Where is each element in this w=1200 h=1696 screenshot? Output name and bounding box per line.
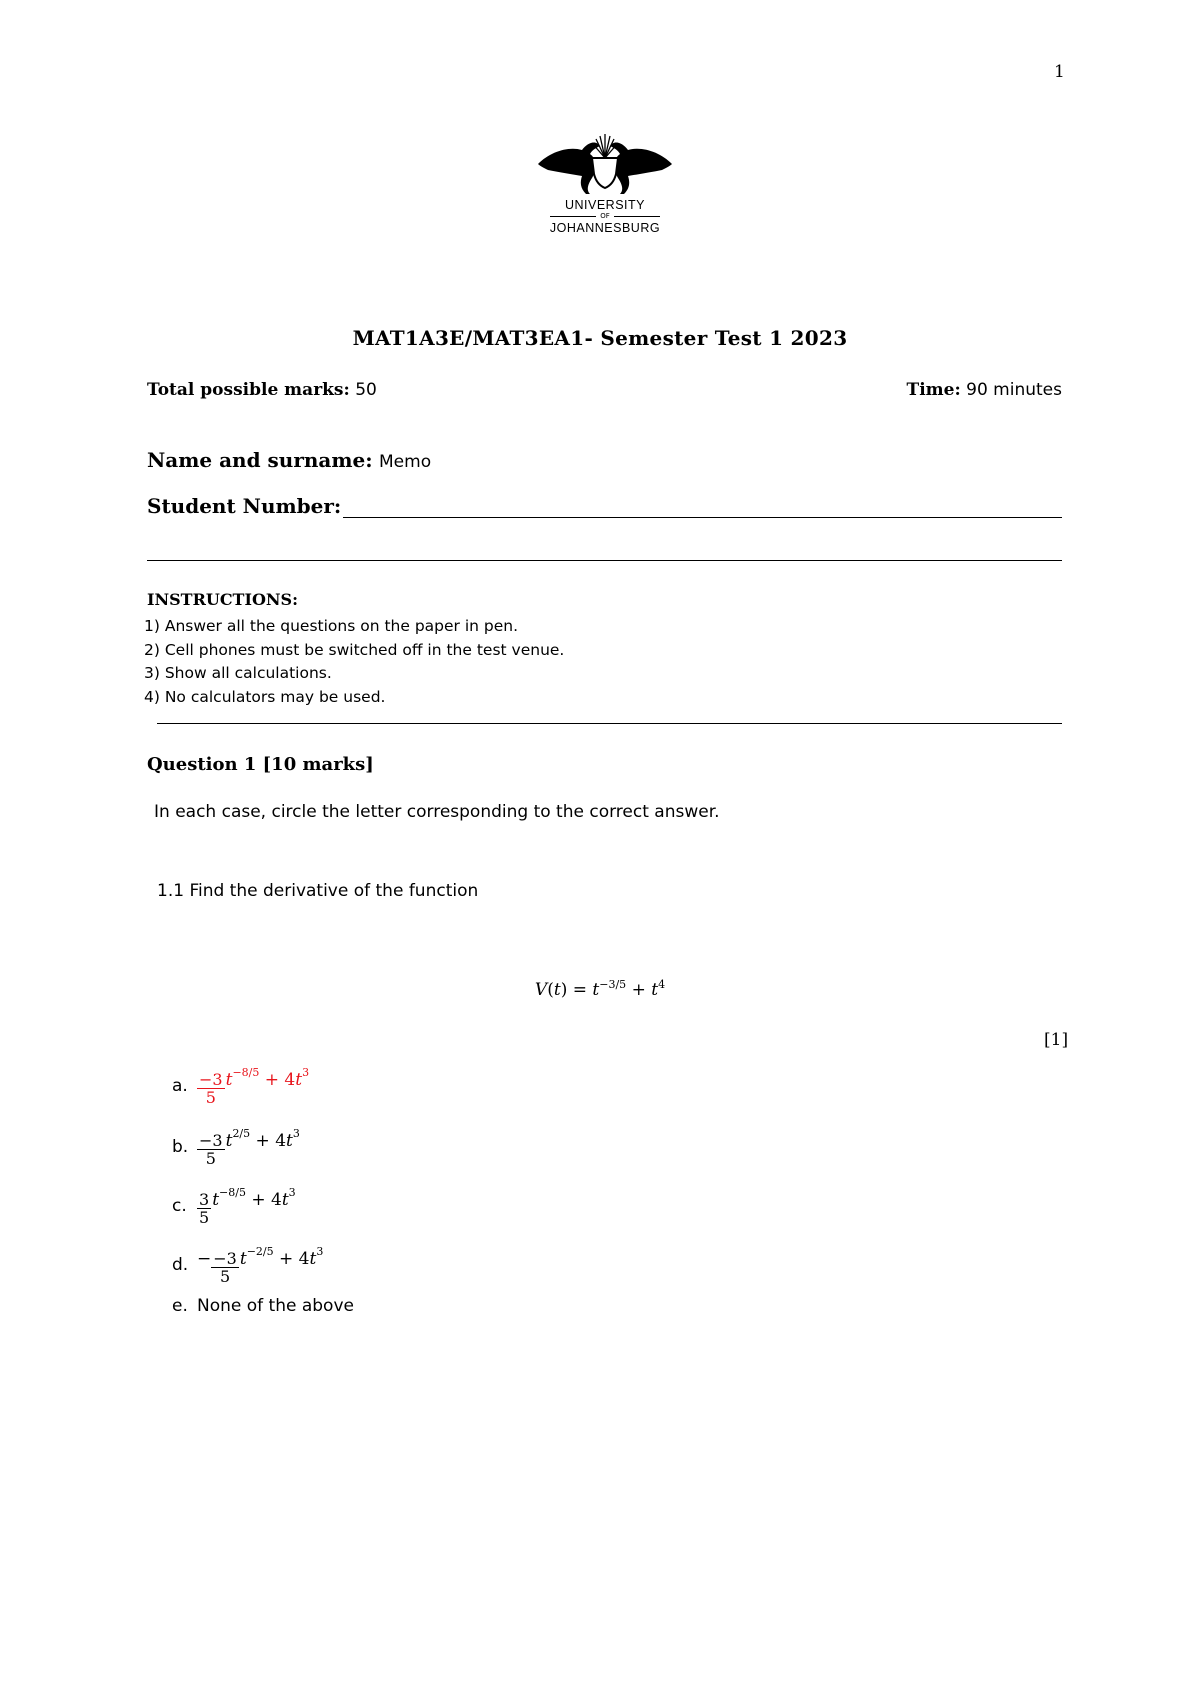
option-tail-exponent: 3 — [288, 1186, 296, 1199]
eq-exp1: −3/5 — [599, 978, 627, 991]
birds-crest-icon — [530, 128, 680, 198]
option-numerator: −3 — [213, 1249, 237, 1268]
option-expression — [197, 1245, 323, 1285]
option-letter: d. — [172, 1255, 189, 1275]
option-exponent: −2/5 — [246, 1245, 274, 1258]
eq-base1: t — [592, 980, 600, 1000]
eq-plus: + — [631, 980, 646, 1000]
function-equation: $V(t) = t^{-3/5} + t^4$ — [534, 978, 666, 1000]
time-label: Time: — [906, 380, 961, 400]
option-b[interactable] — [172, 1127, 300, 1167]
option-denominator: 5 — [205, 1088, 216, 1107]
option-base: t — [225, 1131, 233, 1151]
logo-line-johannesburg: JOHANNESBURG — [549, 221, 661, 235]
option-denominator: 5 — [199, 1208, 210, 1227]
instruction-item: 2) Cell phones must be switched off in the test venue. — [144, 640, 565, 659]
option-letter: a. — [172, 1076, 188, 1096]
option-tail: + 4 — [264, 1070, 296, 1090]
page-number: 1 — [1054, 62, 1065, 82]
option-tail-exponent: 3 — [302, 1066, 310, 1079]
option-tail-base: t — [281, 1190, 289, 1210]
option-sign: − — [197, 1249, 212, 1269]
option-d[interactable] — [172, 1245, 323, 1285]
name-row — [147, 448, 431, 472]
option-tail-exponent: 3 — [316, 1245, 324, 1258]
university-logo — [530, 128, 680, 235]
option-tail-exponent: 3 — [292, 1127, 300, 1140]
option-numerator: −3 — [199, 1070, 223, 1089]
option-text: None of the above — [197, 1296, 354, 1316]
eq-exp2: 4 — [658, 978, 666, 991]
instructions-list — [144, 615, 564, 709]
eq-lhs: V — [534, 980, 548, 1000]
test-title: MAT1A3E/MAT3EA1- Semester Test 1 2023 — [352, 326, 848, 350]
eq-arg: t — [553, 980, 561, 1000]
option-denominator: 5 — [219, 1267, 231, 1286]
option-tail: + 4 — [251, 1190, 282, 1210]
divider-top — [147, 560, 1062, 561]
instruction-item: 1) Answer all the questions on the paper in pen. — [144, 617, 519, 635]
option-expression — [197, 1066, 309, 1106]
instruction-item: 4) No calculators may be used. — [144, 687, 386, 706]
option-tail-base: t — [295, 1070, 303, 1090]
option-c[interactable] — [172, 1186, 296, 1226]
name-label: Name and surname: — [147, 448, 373, 472]
question-item-text: 1.1 Find the derivative of the function — [157, 881, 479, 901]
question-marks: [1] — [1044, 1030, 1069, 1050]
option-numerator: −3 — [199, 1131, 223, 1150]
option-exponent: −8/5 — [232, 1066, 260, 1079]
total-marks-label: Total possible marks: — [147, 380, 350, 400]
option-tail-base: t — [309, 1249, 317, 1269]
option-e[interactable] — [172, 1296, 354, 1316]
divider-bottom — [157, 723, 1062, 724]
instructions-title: INSTRUCTIONS: — [147, 590, 298, 609]
logo-line-university: UNIVERSITY — [564, 198, 645, 212]
student-number-field[interactable] — [343, 499, 1062, 518]
option-expression — [197, 1186, 296, 1226]
logo-line-of — [530, 212, 680, 221]
instruction-item: 3) Show all calculations. — [144, 664, 332, 682]
option-letter: b. — [172, 1137, 189, 1157]
option-letter: e. — [172, 1296, 188, 1316]
option-base: t — [212, 1190, 220, 1210]
option-tail: + 4 — [279, 1249, 310, 1269]
option-base: t — [225, 1070, 233, 1090]
option-a[interactable] — [172, 1066, 309, 1106]
option-base: t — [239, 1249, 247, 1269]
option-tail-base: t — [286, 1131, 293, 1151]
logo-of-text: OF — [600, 212, 610, 220]
option-letter: c. — [172, 1196, 187, 1216]
option-tail: + 4 — [255, 1131, 287, 1151]
option-denominator: 5 — [205, 1149, 216, 1168]
eq-sign: = — [572, 980, 587, 1000]
question-intro: In each case, circle the letter corresponding to the correct answer. — [154, 802, 720, 822]
name-value: Memo — [379, 452, 432, 472]
question-heading: Question 1 [10 marks] — [147, 754, 374, 775]
option-exponent: −8/5 — [219, 1186, 246, 1199]
option-exponent: 2/5 — [232, 1127, 251, 1140]
student-number-label: Student Number: — [147, 494, 342, 518]
option-expression — [197, 1127, 300, 1167]
total-marks-value: 50 — [355, 380, 377, 400]
option-numerator: 3 — [199, 1190, 210, 1209]
time-value: 90 minutes — [966, 380, 1062, 400]
student-number-row — [147, 494, 1062, 518]
eq-base2: t — [651, 980, 659, 1000]
marks-row — [147, 380, 1062, 400]
